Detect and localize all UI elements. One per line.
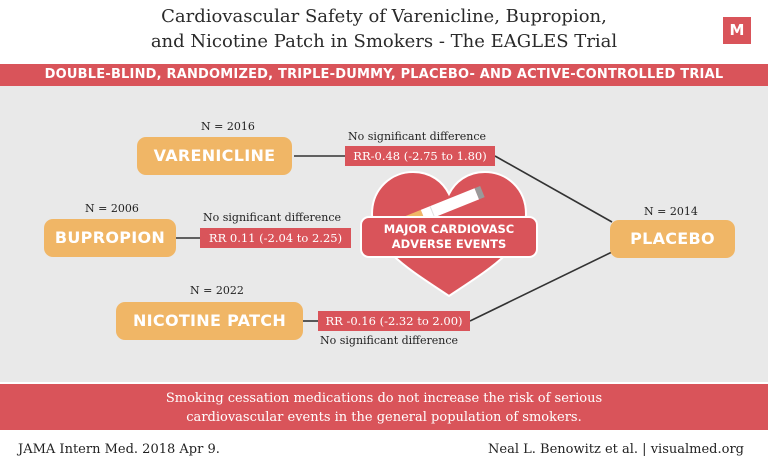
title-line-2: and Nicotine Patch in Smokers - The EAGLES Trial (150, 31, 618, 52)
conclusion-banner (0, 384, 768, 430)
trial-design-banner: DOUBLE-BLIND, RANDOMIZED, TRIPLE-DUMMY, PLACEBO- AND ACTIVE-CONTROLLED TRIAL (0, 64, 768, 86)
nicotine-rr: RR -0.16 (-2.32 to 2.00) (318, 311, 470, 331)
title-line-1: Cardiovascular Safety of Varenicline, Bupropion, (161, 6, 607, 27)
nicotine-n: N = 2022 (190, 284, 244, 297)
bupropion-rr: RR 0.11 (-2.04 to 2.25) (200, 228, 351, 248)
conclusion-line-1: Smoking cessation medications do not increase the risk of serious (165, 391, 603, 406)
placebo-n: N = 2014 (644, 205, 698, 218)
outcome-label (361, 222, 537, 252)
placebo-pill: PLACEBO (610, 220, 735, 258)
citation: JAMA Intern Med. 2018 Apr 9. (18, 442, 220, 457)
outcome-line-1: MAJOR CARDIOVASC (383, 222, 515, 236)
varenicline-rr: RR-0.48 (-2.75 to 1.80) (345, 146, 495, 166)
outcome-line-2: ADVERSE EVENTS (391, 237, 507, 251)
bupropion-pill: BUPROPION (44, 219, 176, 257)
varenicline-pill: VARENICLINE (137, 137, 292, 175)
varenicline-n: N = 2016 (201, 120, 255, 133)
bupropion-n: N = 2006 (85, 202, 139, 215)
varenicline-note: No significant difference (348, 130, 487, 143)
credit: Neal L. Benowitz et al. | visualmed.org (488, 442, 744, 457)
conclusion-line-2: cardiovascular events in the general population of smokers. (186, 410, 582, 425)
nicotine-patch-pill: NICOTINE PATCH (116, 302, 303, 340)
nicotine-note: No significant difference (320, 334, 459, 347)
brand-logo: M (723, 17, 751, 44)
bupropion-note: No significant difference (203, 211, 342, 224)
